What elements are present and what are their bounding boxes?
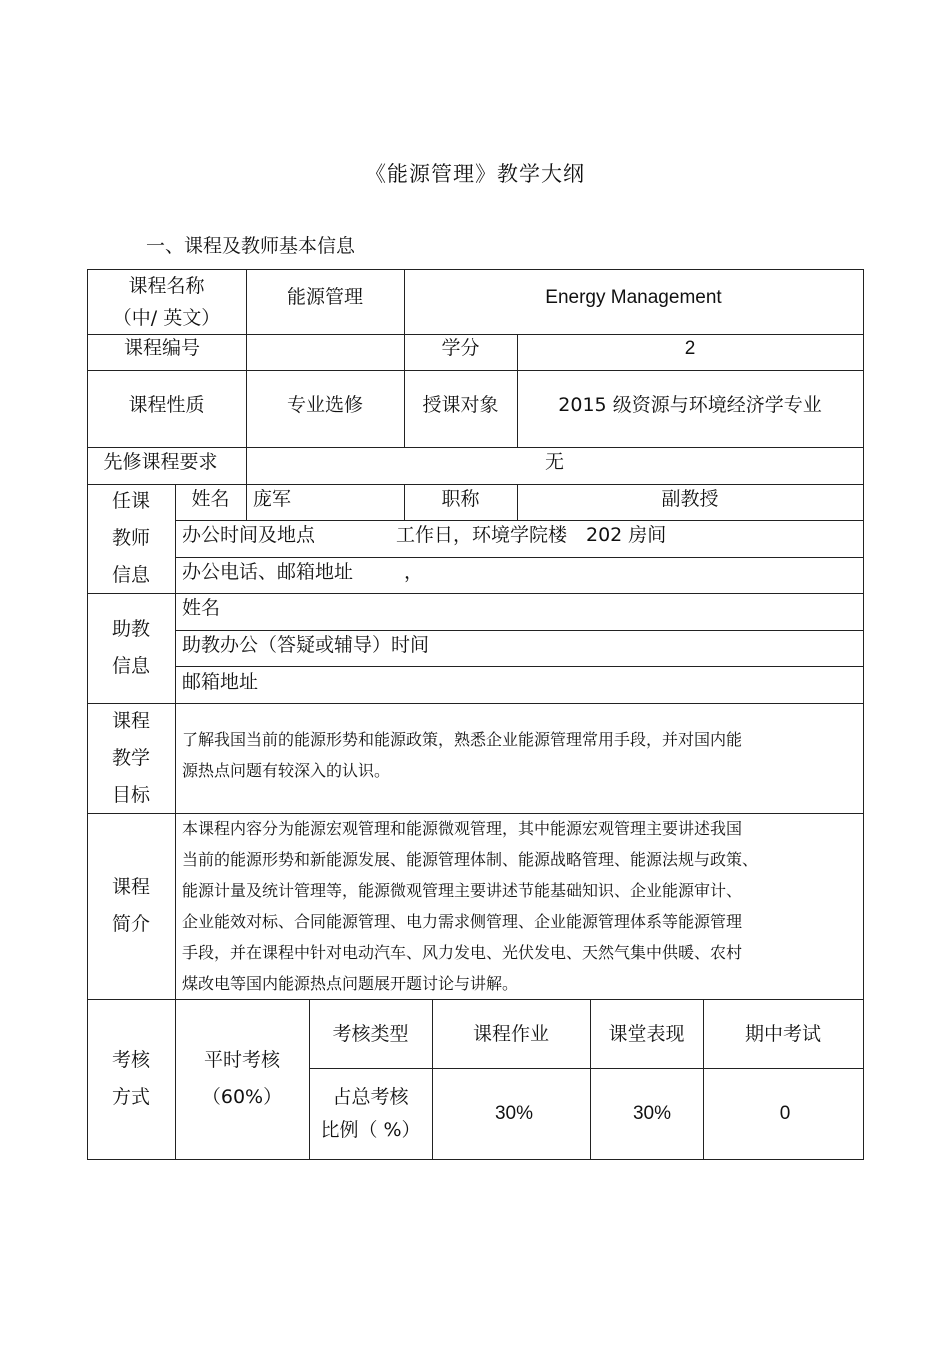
intro-label-1: 课程 <box>111 876 150 898</box>
teacher-group-label-3: 信息 <box>111 564 150 586</box>
assessment-item-ratio: 30% <box>494 1102 534 1124</box>
assessment-ratio-label-1: 占总考核 <box>332 1085 409 1108</box>
credit-value: 2 <box>684 338 696 359</box>
document-title: 《能源管理》教学大纲 <box>365 162 585 186</box>
teacher-name-label: 姓名 <box>191 488 230 510</box>
teacher-title-value: 副教授 <box>661 488 719 510</box>
intro-line: 手段，并在课程中针对电动汽车、风力发电、光伏发电、天然气集中供暖、农村 <box>182 943 743 962</box>
course-code-value <box>246 334 404 370</box>
prereq-value: 无 <box>544 451 564 473</box>
assistant-office-label: 助教办公（答疑或辅导）时间 <box>182 634 430 656</box>
assessment-item-name: 课程作业 <box>472 1022 549 1045</box>
intro-line: 煤改电等国内能源热点问题展开题讨论与讲解。 <box>182 974 519 993</box>
assessment-item-ratio: 0 <box>779 1102 791 1124</box>
course-name-en: Energy Management <box>545 286 722 308</box>
grid-line <box>863 269 864 1160</box>
section-heading: 一、课程及教师基本信息 <box>146 235 356 257</box>
course-nature-label: 课程性质 <box>128 394 205 416</box>
assessment-ratio-label <box>309 1068 432 1159</box>
prereq-label: 先修课程要求 <box>103 451 218 473</box>
assessment-item-name: 课堂表现 <box>608 1022 685 1045</box>
assessment-label <box>87 999 175 1159</box>
objective-label-3: 目标 <box>111 783 150 806</box>
regular-assessment-title: 平时考核 <box>203 1049 280 1071</box>
intro-label <box>87 813 175 999</box>
course-name-label <box>87 269 246 334</box>
assessment-ratio-label-2: 比例（ %） <box>320 1118 421 1141</box>
objective-text <box>175 703 863 807</box>
objective-line: 了解我国当前的能源形势和能源政策，熟悉企业能源管理常用手段，并对国内能 <box>182 730 743 749</box>
teacher-title-label: 职称 <box>441 488 480 510</box>
assessment-label-1: 考核 <box>111 1049 150 1071</box>
assistant-group-label <box>87 593 175 703</box>
assistant-name-label: 姓名 <box>182 597 221 619</box>
teacher-group-label-1: 任课 <box>111 490 150 512</box>
intro-label-2: 简介 <box>111 913 150 935</box>
audience-value: 2015 级资源与环境经济学专业 <box>558 394 822 416</box>
course-name-label-line2: （中/ 英文） <box>112 306 221 329</box>
course-name-cn: 能源管理 <box>286 285 363 308</box>
teacher-contact-value: ， <box>404 561 424 583</box>
assistant-group-label-1: 助教 <box>111 618 150 640</box>
intro-line: 当前的能源形势和新能源发展、能源管理体制、能源战略管理、能源法规与政策、 <box>182 850 759 869</box>
assistant-group-label-2: 信息 <box>111 655 150 677</box>
objective-line: 源热点问题有较深入的认识。 <box>182 761 391 780</box>
objective-label <box>87 703 175 813</box>
assessment-label-2: 方式 <box>111 1086 150 1108</box>
teacher-office-label: 办公时间及地点 <box>182 524 316 546</box>
grid-line <box>87 1159 864 1160</box>
course-nature-value: 专业选修 <box>286 394 363 416</box>
teacher-name-value: 庞军 <box>253 488 292 510</box>
regular-assessment-pct: （60%） <box>201 1086 283 1108</box>
intro-text <box>175 813 863 999</box>
intro-line: 企业能效对标、合同能源管理、电力需求侧管理、企业能源管理体系等能源管理 <box>182 912 743 931</box>
regular-assessment-label <box>175 999 309 1159</box>
course-name-label-line1: 课程名称 <box>128 274 205 297</box>
intro-line: 本课程内容分为能源宏观管理和能源微观管理，其中能源宏观管理主要讲述我国 <box>182 819 743 838</box>
objective-label-2: 教学 <box>111 746 150 769</box>
assessment-item-ratio: 30% <box>632 1102 672 1124</box>
course-code-label: 课程编号 <box>123 337 200 359</box>
assessment-item-name: 期中考试 <box>744 1022 821 1045</box>
teacher-group-label <box>87 484 175 593</box>
audience-label: 授课对象 <box>422 394 499 416</box>
assistant-email-label: 邮箱地址 <box>182 671 259 693</box>
objective-label-1: 课程 <box>111 709 150 732</box>
teacher-contact-label: 办公电话、邮箱地址 <box>182 561 354 583</box>
teacher-office-value: 工作日，环境学院楼 202 房间 <box>396 524 667 546</box>
assessment-type-label: 考核类型 <box>332 1022 409 1045</box>
teacher-group-label-2: 教师 <box>111 527 150 549</box>
credit-label: 学分 <box>441 337 480 359</box>
intro-line: 能源计量及统计管理等，能源微观管理主要讲述节能基础知识、企业能源审计、 <box>182 881 743 900</box>
